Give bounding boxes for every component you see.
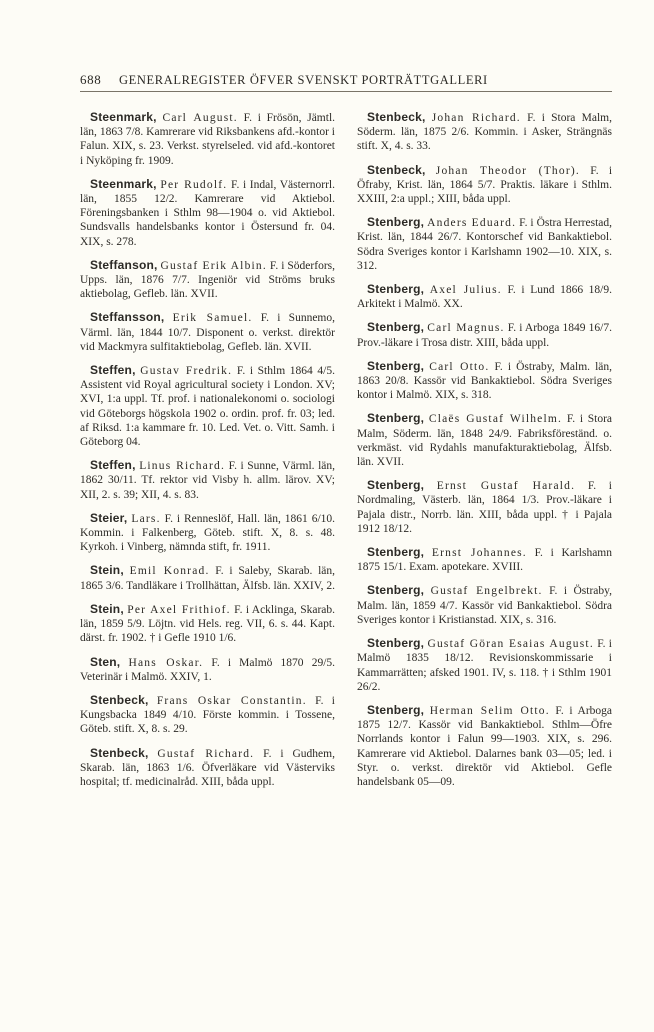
entry-given-names: Erik Samuel. xyxy=(172,312,253,325)
entry-given-names: Johan Theodor (Thor). xyxy=(435,164,580,177)
entry-text: F. i Renneslöf, Hall. län, 1861 6/10. Kommin. i Falkenberg, Göteb. stift. X, 8. s. 48. Kyrkoh. i Vinberg, nämnda stift, fr. 1911. xyxy=(80,512,336,554)
entry-text: F. i Kungsbacka 1849 4/10. Förste kommin. i Tossene, Göteb. stift. X, 8. s. 29. xyxy=(80,694,336,736)
entry-text: F. i Malmö 1835 18/12. Revisionskommissarie i Kammarrätten; afsked 1901. IV, s. 118. † i Sthlm 1901 26/2. xyxy=(357,638,613,693)
entry-text: F. i Sthlm 1864 4/5. Assistent vid Royal agricultural society i London. XV; XVI, 1:a uppl. Tf. prof. i nationalekonomi o. sociologi vid Göteborgs högskola 1902 o. ordin. prof. fr. 03; led. af Riksd. 1:a kammare fr. 10. Led. Vet. o. Vitt. Samh. i Göteborg 04. xyxy=(80,365,335,449)
entry-given-names: Carl August. xyxy=(162,112,238,124)
entry-text: F. i Östra Herrestad, Krist. län, 1844 26/7. Kontorschef vid Bankaktiebol. Södra Sveriges kontor i Karlshamn 1902—10. XIX, s. 312. xyxy=(357,217,613,272)
entry-surname: Stenberg, xyxy=(367,636,425,651)
entry-text: F. i Östraby, Malm. län, 1859 4/7. Kassör vid Bankaktiebol. Södra Sveriges kontor i Kristianstad. XIX, s. 316. xyxy=(357,585,613,626)
entry-given-names: Ernst Gustaf Harald. xyxy=(436,480,576,493)
entry-given-names: Gustaf Göran Esaias August. xyxy=(427,638,594,651)
register-entry xyxy=(357,545,612,574)
register-entry xyxy=(357,163,612,207)
entry-surname: Stenberg, xyxy=(367,320,425,335)
entry-surname: Stenberg, xyxy=(367,411,425,426)
register-entry xyxy=(357,359,612,403)
entry-text: F. i Sunne, Värml. län, 1862 30/11. Tf. rektor vid Visby h. allm. lärov. XV; XII, 2. s. 39; XII, 4. s. 83. xyxy=(80,460,336,501)
register-entry xyxy=(357,478,612,536)
entry-text: F. i Öfraby, Krist. län, 1864 5/7. Praktis. läkare i Sthlm. XXIII, 2:a uppl.; XIII, båda uppl. xyxy=(357,164,613,206)
entry-given-names: Gustav Fredrik. xyxy=(140,365,233,378)
entry-text: F. i Saleby, Skarab. län, 1865 3/6. Tandläkare i Trollhättan, Älfsb. län. XXIV, 2. xyxy=(80,565,336,592)
entry-surname: Stenbeck, xyxy=(90,692,149,707)
entry-surname: Stenberg, xyxy=(367,282,425,297)
entry-text: F. i Gudhem, Skarab. län, 1863 1/6. Öfverläkare vid Västerviks hospital; tf. medicinalråd. XIII, båda uppl. xyxy=(80,747,335,788)
entry-surname: Stenberg, xyxy=(367,583,425,598)
entry-given-names: Carl Otto. xyxy=(429,360,490,373)
register-entry xyxy=(80,310,335,354)
entry-text: F. i Lund 1866 18/9. Arkitekt i Malmö. XX. xyxy=(357,284,613,311)
entry-given-names: Ernst Johannes. xyxy=(431,547,527,560)
register-entry xyxy=(357,320,612,349)
entry-given-names: Johan Richard. xyxy=(431,112,521,124)
entry-surname: Steffen, xyxy=(90,458,136,473)
entry-surname: Stenbeck, xyxy=(90,745,149,760)
entry-given-names: Carl Magnus. xyxy=(427,322,505,335)
entry-given-names: Anders Eduard. xyxy=(427,217,517,230)
register-entry xyxy=(80,655,335,684)
register-entry xyxy=(357,703,612,789)
entry-given-names: Per Axel Frithiof. xyxy=(127,603,231,616)
entry-given-names: Per Rudolf. xyxy=(160,178,228,191)
entry-surname: Stenberg, xyxy=(367,545,425,560)
register-entry xyxy=(357,110,612,154)
register-entry xyxy=(357,636,612,694)
register-entry xyxy=(357,282,612,311)
entry-surname: Stenbeck, xyxy=(367,110,426,124)
entry-surname: Steier, xyxy=(90,510,128,525)
register-entry xyxy=(80,693,335,737)
entry-text: F. i Stora Malm, Söderm. län, 1875 2/6. Kommin. i Asker, Strängnäs stift. X, 4. s. 33. xyxy=(357,112,612,153)
running-title: GENERALREGISTER ÖFVER SVENSKT PORTRÄTTGALLERI xyxy=(119,73,488,87)
entry-text: F. i Nordmaling, Västerb. län, 1864 1/3. Prov.-läkare i Pajala distr., Norrb. län. XIII, båda uppl. † i Pajala 1912 18/12. xyxy=(357,480,612,535)
entry-given-names: Axel Julius. xyxy=(429,284,502,297)
entry-text: F. i Karlshamn 1875 15/1. Exam. apotekare. XVIII. xyxy=(357,547,612,574)
entry-surname: Steffanson, xyxy=(90,257,158,272)
entry-given-names: Gustaf Engelbrekt. xyxy=(430,585,543,598)
left-column xyxy=(80,110,335,798)
right-column xyxy=(357,110,612,798)
entry-surname: Sten, xyxy=(90,654,121,669)
register-entry xyxy=(80,563,335,592)
entry-surname: Stenberg, xyxy=(367,215,425,230)
entry-given-names: Gustaf Erik Albin. xyxy=(160,259,267,272)
entry-surname: Steenmark, xyxy=(90,110,157,124)
entry-surname: Steffansson, xyxy=(90,310,165,325)
entry-given-names: Linus Richard. xyxy=(139,460,226,473)
register-entry xyxy=(80,602,335,646)
entry-surname: Stein, xyxy=(90,601,124,616)
entry-text: F. i Frösön, Jämtl. län, 1863 7/8. Kamrerare vid Riksbankens afd.-kontor i Falun. XIX, s. 23. Verkst. styrelseled. vid afd.-kontoret i Nyköping fr. 1909. xyxy=(80,112,336,167)
entry-surname: Steffen, xyxy=(90,363,136,378)
entry-text: F. i Acklinga, Skarab. län, 1859 5/9. Löjtn. vid Hels. reg. VII, 6. s. 44. Kapt. därst. fr. 1902. † i Gefle 1910 1/6. xyxy=(80,603,336,645)
entry-surname: Stenbeck, xyxy=(367,162,426,177)
register-entry xyxy=(80,458,335,502)
entry-text: F. i Arboga 1875 12/7. Kassör vid Bankaktiebol. Sthlm—Öfre Norrlands kontor i Falun 99—1903. XIX, s. 296. Kamrerare vid Aktiebol. Dalarnes bank 03—05; led. i Styr. o. verkst. direktör vid Aktiebol. Gefle handelsbank 05—09. xyxy=(357,704,613,788)
entry-given-names: Hans Oskar. xyxy=(128,656,204,669)
entry-given-names: Gustaf Richard. xyxy=(157,747,255,760)
register-entry xyxy=(357,583,612,627)
entry-surname: Steenmark, xyxy=(90,176,157,191)
entry-surname: Stein, xyxy=(90,563,124,578)
entry-text: F. i Sunnemo, Värml. län, 1844 10/7. Disponent o. verkst. direktör vid Mackmyra sulfitaktiebolag, Gefleb. län. XVII. xyxy=(80,312,336,353)
entry-given-names: Frans Oskar Constantin. xyxy=(156,694,307,707)
register-entry xyxy=(80,746,335,790)
page-number: 688 xyxy=(80,72,102,87)
entry-text: F. i Malmö 1870 29/5. Veterinär i Malmö. XXIV, 1. xyxy=(80,656,336,683)
entry-given-names: Lars. xyxy=(131,512,161,525)
entry-text: F. i Söderfors, Upps. län, 1876 7/7. Ingeniör vid Ströms bruks aktiebolag, Gefleb. län. XVII. xyxy=(80,259,335,301)
entry-surname: Stenberg, xyxy=(367,702,425,717)
register-entry xyxy=(357,411,612,469)
entry-given-names: Herman Selim Otto. xyxy=(429,704,550,717)
running-header xyxy=(80,72,612,92)
entry-surname: Stenberg, xyxy=(367,358,425,373)
entry-surname: Stenberg, xyxy=(367,478,425,493)
register-entry xyxy=(80,110,335,168)
entry-given-names: Claës Gustaf Wilhelm. xyxy=(428,413,563,426)
entry-text: F. i Stora Malm, Söderm. län, 1848 24/9. Fabriksföreständ. o. verkmäst. vid Rydahls manufakturaktiebolag, Älfsb. län. XVII. xyxy=(357,413,613,469)
register-entry xyxy=(80,363,335,449)
register-entry xyxy=(80,177,335,249)
entry-text: F. i Arboga 1849 16/7. Prov.-läkare i Trosa distr. XIII, båda uppl. xyxy=(357,322,612,349)
register-entry xyxy=(357,215,612,273)
entry-text: F. i Indal, Västernorrl. län, 1855 12/2. Kamrerare vid Aktiebol. Föreningsbanken i Sthlm 98—1904 o. vid Aktiebol. Sundsvalls handelsbanks kontor i Östersund fr. 04. XIX, s. 278. xyxy=(80,178,335,248)
entry-text: F. i Östraby, Malm. län, 1863 20/8. Kassör vid Bankaktiebol. Södra Sveriges kontor i Malmö. XIX, s. 318. xyxy=(357,360,613,402)
register-entry xyxy=(80,258,335,302)
entry-given-names: Emil Konrad. xyxy=(129,565,210,578)
register-entry xyxy=(80,511,335,555)
